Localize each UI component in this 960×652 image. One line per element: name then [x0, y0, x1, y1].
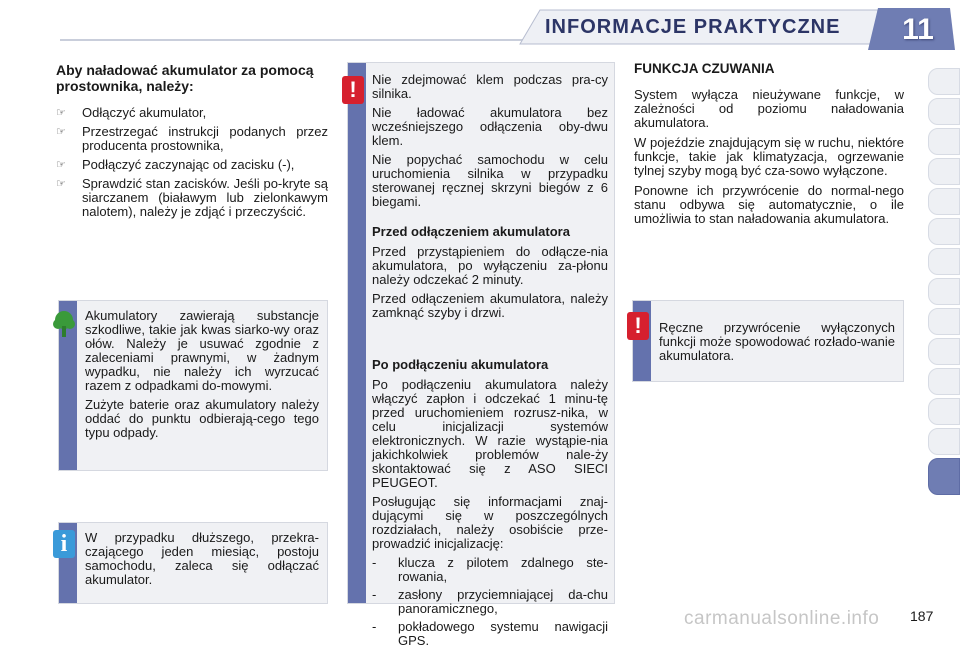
chapter-tab[interactable] — [928, 398, 960, 425]
info-note-text: W przypadku dłuższego, przekra-czającego jeden miesiąc, postoju samochodu, zaleca się odłączać akumulator. — [85, 530, 319, 587]
eco-note-box — [58, 300, 328, 471]
dash-bullet: - — [372, 555, 377, 570]
chapter-tab[interactable] — [928, 98, 960, 125]
chapter-tab[interactable] — [928, 308, 960, 335]
chapter-tab[interactable] — [928, 68, 960, 95]
chapter-number: 11 — [902, 13, 934, 46]
standby-text: System wyłącza nieużywane funkcje, w zależności od poziomu naładowania akumulatora. — [634, 87, 904, 130]
step-text: Sprawdzić stan zacisków. Jeśli po-kryte są siarczanem (białawym lub zielonkawym nalotem), należy je zdjąć i przeczyścić. — [82, 176, 328, 219]
warning-icon: ! — [627, 312, 649, 340]
warning-text: Po podłączeniu akumulatora należy włączyć zapłon i odczekać 1 minu-tę przed uruchomieniem rozrusz-nika, w celu inicjalizacji systemów elektronicznych. W razie wystąpie-nia jakichkolwiek problemów nale-ży skontaktować się z ASO SIECI PEUGEOT. — [372, 377, 608, 490]
warning-text: Przed przystąpieniem do odłącze-nia akumulatora, po wyłączeniu za-płonu należy odczekać 2 minuty. — [372, 244, 608, 287]
warning-text: Przed odłączeniem akumulatora, należy zamknąć szyby i drzwi. — [372, 291, 608, 320]
dash-bullet: - — [372, 587, 377, 602]
section-title: Aby naładować akumulator za pomocą prostownika, należy: — [56, 62, 314, 94]
chapter-tab-active[interactable] — [928, 458, 960, 495]
chapter-tabs — [928, 68, 960, 498]
info-note-content — [85, 531, 319, 592]
step-text: Odłączyć akumulator, — [82, 105, 207, 120]
list-item — [372, 556, 608, 584]
eco-note-text: Zużyte baterie oraz akumulatory należy oddać do punktu odbierają-cego tego typu odpady. — [85, 397, 319, 440]
chapter-tab[interactable] — [928, 158, 960, 185]
page-title: INFORMACJE PRAKTYCZNE — [545, 16, 841, 38]
tree-icon — [52, 310, 74, 338]
chapter-tab[interactable] — [928, 278, 960, 305]
header-band — [0, 0, 960, 52]
chapter-tab[interactable] — [928, 188, 960, 215]
eco-note-content — [85, 309, 319, 445]
left-column — [56, 62, 328, 224]
info-icon: i — [53, 530, 75, 558]
eco-note-text: Akumulatory zawierają substancje szkodliwe, takie jak kwas siarko-wy oraz ołów. Należy je usuwać zgodnie z zaleceniami prawnymi, w żadnym wypadku, nie należy ich wyrzucać razem z odpadkami do-mowymi. — [85, 308, 319, 393]
subheading-before-disconnect: Przed odłączeniem akumulatora — [372, 224, 570, 239]
chapter-tab[interactable] — [928, 368, 960, 395]
chapter-tab[interactable] — [928, 338, 960, 365]
chapter-tab[interactable] — [928, 128, 960, 155]
step-text: Przestrzegać instrukcji podanych przez producenta prostownika, — [82, 124, 328, 153]
standby-text: Ponowne ich przywrócenie do normal-nego stanu odbywa się automatycznie, o ile umożliwia to stan naładowania akumulatora. — [634, 183, 904, 226]
hand-pointer-icon: ☞ — [56, 159, 66, 171]
hand-pointer-icon: ☞ — [56, 126, 66, 138]
chapter-tab[interactable] — [928, 218, 960, 245]
list-item-text: pokładowego systemu nawigacji GPS. — [398, 619, 608, 648]
chapter-tab[interactable] — [928, 428, 960, 455]
list-item — [56, 158, 328, 172]
warning-content — [372, 73, 608, 652]
list-item — [56, 177, 328, 219]
list-item-text: zasłony przyciemniającej da-chu panoramicznego, — [398, 587, 608, 616]
list-item — [56, 106, 328, 120]
warning-box — [347, 62, 615, 648]
steps-list — [56, 106, 328, 219]
warning-text: Nie zdejmować klem podczas pra-cy silnika. — [372, 72, 608, 101]
step-text: Podłączyć zaczynając od zacisku (-), — [82, 157, 295, 172]
standby-warning-box — [632, 300, 904, 382]
watermark: carmanualsonline.info — [684, 608, 880, 629]
list-item — [372, 620, 608, 648]
subheading-after-connect: Po podłączeniu akumulatora — [372, 357, 549, 372]
warning-icon: ! — [342, 76, 364, 104]
warning-text: Nie popychać samochodu w celu uruchomienia silnika w przypadku sterowanej ręcznej skrzyni biegów z 6 biegami. — [372, 152, 608, 209]
standby-title: FUNKCJA CZUWANIA — [634, 61, 775, 76]
info-note-box — [58, 522, 328, 604]
right-column — [634, 62, 904, 232]
list-item-text: klucza z pilotem zdalnego ste-rowania, — [398, 555, 608, 584]
warning-text: Posługując się informacjami znaj-dującymi się w poszczególnych rozdziałach, należy osobiście prze-prowadzić inicjalizację: — [372, 494, 608, 551]
box-stripe — [348, 63, 366, 603]
warning-text: Nie ładować akumulatora bez wcześniejszego odłączenia oby-dwu klem. — [372, 105, 608, 148]
standby-warning-content — [659, 321, 895, 368]
page-number: 187 — [910, 608, 934, 624]
list-item — [56, 125, 328, 153]
initialization-list — [372, 556, 608, 648]
standby-text: W pojeździe znajdującym się w ruchu, niektóre funkcje, takie jak klimatyzacja, ogrzewanie tylnej szyby mogą być cza-sowo wyłączone. — [634, 135, 904, 178]
list-item — [372, 588, 608, 616]
dash-bullet: - — [372, 619, 377, 634]
hand-pointer-icon: ☞ — [56, 178, 66, 190]
chapter-tab[interactable] — [928, 248, 960, 275]
standby-warning-text: Ręczne przywrócenie wyłączonych funkcji może spowodować rozłado-wanie akumulatora. — [659, 320, 895, 363]
hand-pointer-icon: ☞ — [56, 107, 66, 119]
